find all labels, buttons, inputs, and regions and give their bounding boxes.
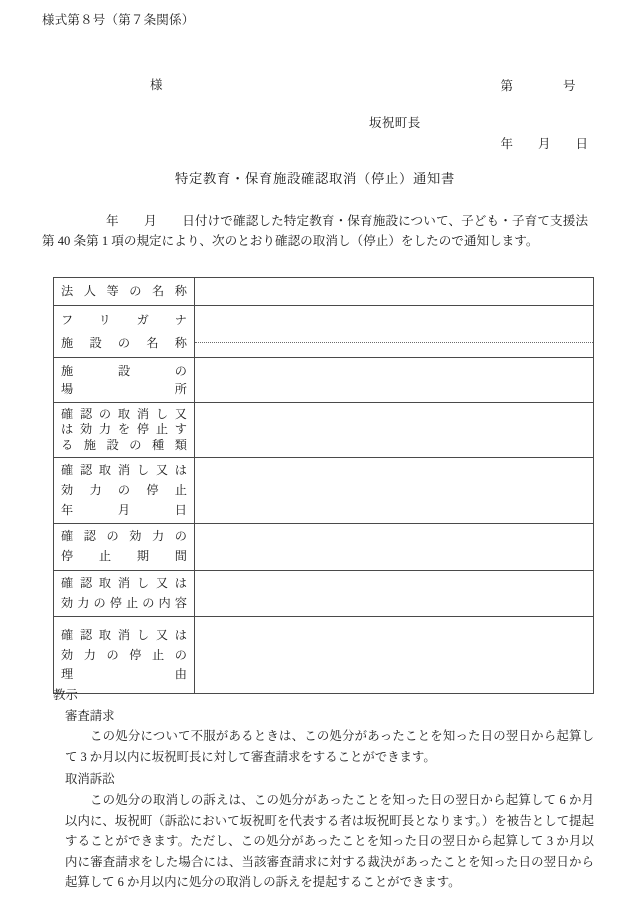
notice-heading: 教示 [53,688,78,702]
field-value-cell[interactable] [195,570,594,617]
field-value-cell[interactable] [195,278,594,306]
field-label-line: 効力の停止 [61,482,187,497]
field-value-cell[interactable] [195,358,594,403]
addressee-honorific: 様 [150,78,163,92]
field-value-cell[interactable] [195,403,594,458]
field-label-cell [54,524,195,571]
document-date-line: 年 月 日 [500,136,588,151]
notification-form-table [53,277,594,694]
table-row [54,403,594,458]
form-table-body [54,278,594,694]
notice-body-text: この処分の取消しの訴えは、この処分があったことを知った日の翌日から起算して 6 か月以内に、坂祝町（訴訟において坂祝町を代表する者は坂祝町長となります。）を被告として提起することができます。ただし、この処分があったことを知った日の翌日から起算して 3 か月以内に審査請求をした場合には、当該審査請求に対する裁決があったことを知った日の翌日から起算して 6 か月以内に処分の取消しの訴えを提起することができます。 [65,793,594,890]
field-label-cell [54,570,195,617]
field-label-line: 場所 [61,382,187,397]
table-row [54,617,594,694]
furigana-reading-input[interactable] [195,320,593,343]
field-label-cell [54,358,195,403]
intro-paragraph: 年 月 日付けで確認した特定教育・保育施設について、子ども・子育て支援法第 40 条第 1 項の規定により、次のとおり確認の取消し（停止）をしたので通知します。 [42,214,588,249]
furigana-split-wrapper [195,320,593,343]
field-label-cell [54,403,195,458]
form-number: 様式第８号（第７条関係） [42,13,195,27]
table-row [54,570,594,617]
field-label-line: 効力の停止の [61,647,187,662]
field-label-cell [54,278,195,306]
page-title: 特定教育・保育施設確認取消（停止）通知書 [175,171,455,186]
field-label-line: 停止期間 [61,549,187,564]
field-label-furigana: フリガナ [61,313,187,327]
document-meta [500,38,588,193]
table-row [54,278,594,306]
field-value-cell[interactable] [195,617,594,694]
field-label-facility-name: 施設の名称 [61,335,187,350]
field-value-cell[interactable] [195,524,594,571]
field-label-line: る施設の種類 [61,437,187,452]
field-label-line: 効力の停止の内容 [61,595,187,610]
field-label-cell [54,617,195,694]
table-row [54,306,594,358]
notice-body-text: この処分について不服があるときは、この処分があったことを知った日の翌日から起算して 3 か月以内に坂祝町長に対して審査請求をすることができます。 [65,729,594,764]
field-value-cell[interactable] [195,306,594,358]
field-label-cell [54,306,195,358]
field-label-line: は効力を停止す [61,422,187,437]
issuer-name: 坂祝町長 [369,116,421,130]
notice-subheading: 取消訴訟 [65,772,115,787]
field-value-cell[interactable] [195,458,594,524]
field-label-line: 確認の取消し又 [61,406,187,421]
table-row [54,358,594,403]
notice-section [42,686,594,896]
field-label-line: 確認取消し又は [61,575,187,590]
field-label-line: 理由 [61,667,187,682]
document-number-line: 第 号 [500,78,576,93]
table-row [54,524,594,571]
table-row [54,458,594,524]
field-label-cell [54,458,195,524]
field-label-line: 施設の [61,363,187,378]
field-label-line: 確認取消し又は [61,627,187,642]
field-label-line: 年 月 日 [61,502,187,517]
notice-sections-container [42,707,594,893]
notice-subheading: 審査請求 [65,708,115,723]
field-label-line: 確認取消し又は [61,463,187,478]
field-label-line: 法人等の名称 [61,283,187,298]
field-label-line: 確認の効力の [61,529,187,544]
